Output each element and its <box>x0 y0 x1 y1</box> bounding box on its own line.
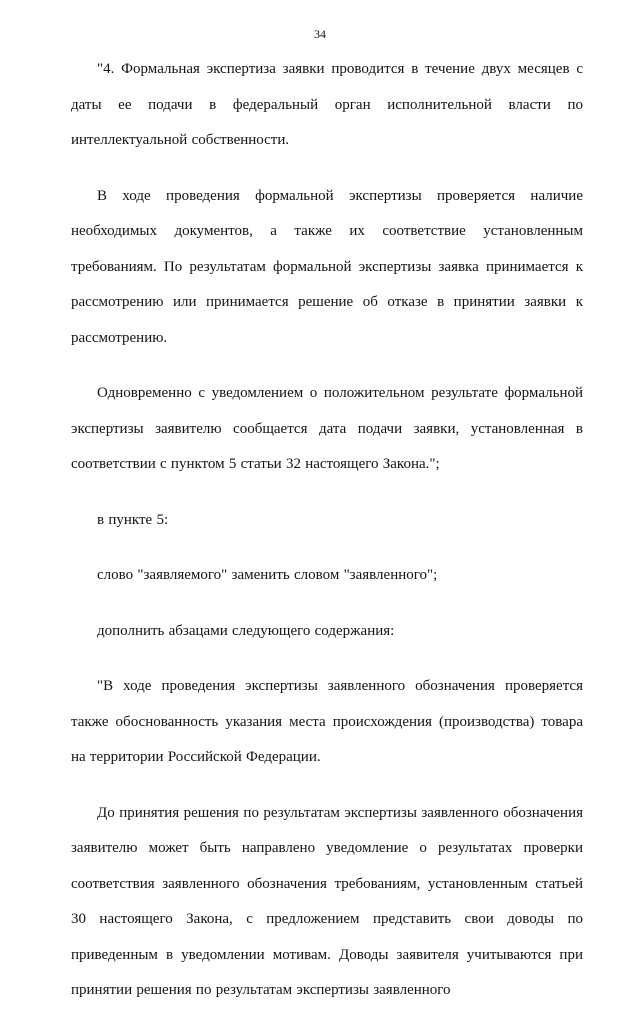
paragraph-add-sections: дополнить абзацами следующего содержания: <box>97 622 395 639</box>
paragraph-formal-examination-scope: В ходе проведения формальной экспертизы проверяется наличие необходимых документов, а также их соответствие установленным требованиям. По результатам формальной экспертизы заявка принимается к рассмотрению или принимается решение об отказе в принятии заявки к рассмотрению. <box>71 187 583 346</box>
document-body <box>71 52 583 1009</box>
paragraph-applicant-notification: До принятия решения по результатам экспертизы заявленного обозначения заявителю может быть направлено уведомление о результатах проверки соответствия заявленного обозначения требованиям, установленным статьей 30 настоящего Закона, с предложением представить свои доводы по приведенным в уведомлении мотивам. Доводы заявителя учитываются при принятии решения по результатам экспертизы заявленного <box>71 804 583 998</box>
page-number: 34 <box>314 27 326 41</box>
paragraph-place-of-origin-check: "В ходе проведения экспертизы заявленного обозначения проверяется также обоснованность указания места происхождения (производства) товара на территории Российской Федерации. <box>71 678 583 765</box>
paragraph-filing-date-notice: Одновременно с уведомлением о положительном результате формальной экспертизы заявителю сообщается дата подачи заявки, установленная в соответствии с пунктом 5 статьи 32 настоящего Закона."; <box>71 385 583 472</box>
paragraph-word-replacement: слово "заявляемого" заменить словом "заявленного"; <box>97 567 438 583</box>
paragraph-clause-5: в пункте 5: <box>97 511 169 528</box>
paragraph-formal-examination-term: "4. Формальная экспертиза заявки проводится в течение двух месяцев с даты ее подачи в федеральный орган исполнительной власти по интеллектуальной собственности. <box>71 61 583 148</box>
